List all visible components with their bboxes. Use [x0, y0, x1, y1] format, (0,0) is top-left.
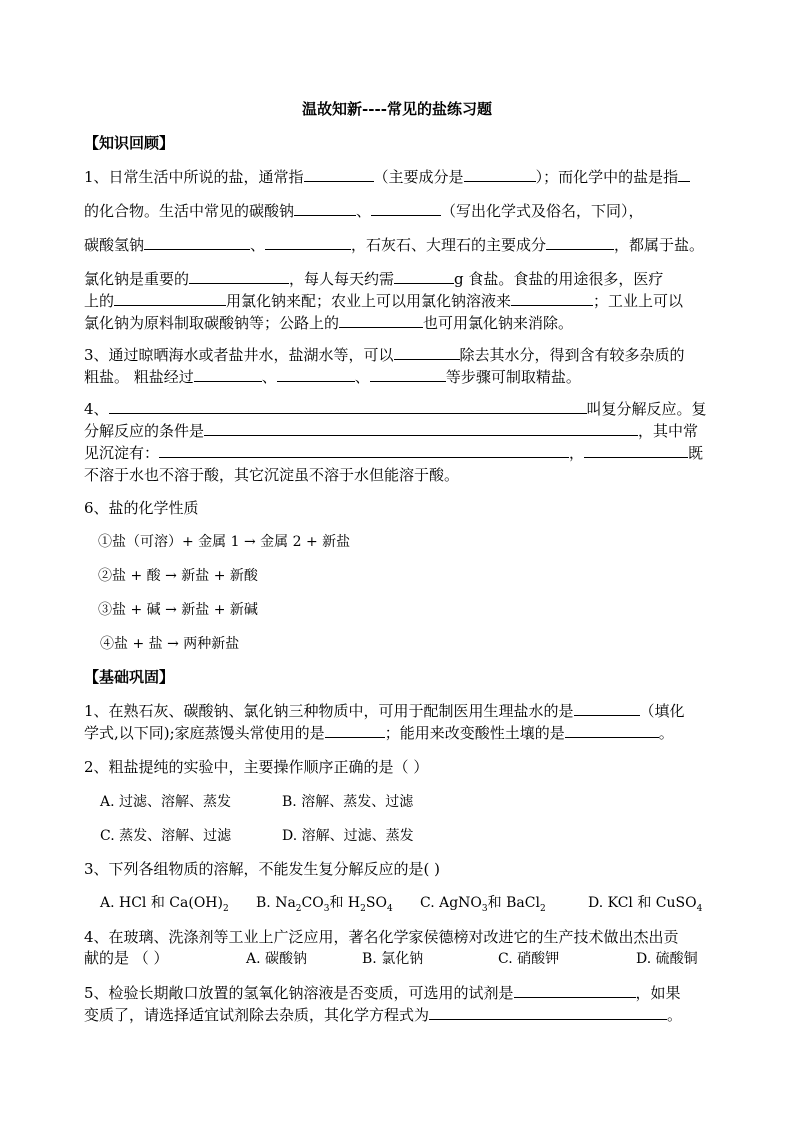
q1-line-3: 碳酸氢钠 、 ，石灰石、大理石的主要成分 ，都属于盐。: [84, 236, 705, 254]
b1-line-2: 学式,以下同);家庭蒸馒头常使用的是 ；能用来改变酸性土壤的是 。: [84, 724, 674, 742]
q1-line-5: 上的 用氯化钠来配；农业上可以用氯化钠溶液来 ；工业上可以: [84, 292, 684, 310]
b5-line-1: 5、检验长期敞口放置的氢氧化钠溶液是否变质，可选用的试剂是 ，如果: [84, 984, 681, 1002]
q6-heading: 6、盐的化学性质: [84, 499, 199, 517]
b4-option-b[interactable]: B. 氯化钠: [362, 951, 424, 967]
blank[interactable]: [194, 366, 262, 382]
blank[interactable]: [339, 312, 423, 328]
blank[interactable]: [265, 234, 351, 250]
b1-line-1: 1、在熟石灰、碳酸钠、氯化钠三种物质中，可用于配制医用生理盐水的是 （填化: [84, 702, 685, 720]
blank[interactable]: [204, 420, 638, 436]
b4-line-1: 4、在玻璃、洗涤剂等工业上广泛应用，著名化学家侯德榜对改进它的生产技术做出杰出贡: [84, 928, 679, 946]
blank[interactable]: [514, 982, 636, 998]
b3-question: 3、下列各组物质的溶解，不能发生复分解反应的是( ): [84, 860, 441, 878]
blank[interactable]: [109, 398, 587, 414]
b2-option-d[interactable]: D. 溶解、过滤、蒸发: [282, 828, 414, 844]
q6-item: ③盐 + 碱 → 新盐 + 新碱: [98, 602, 258, 618]
b3-option-b[interactable]: B. $Na_2CO_3$和 $H_2SO_4$: [256, 895, 393, 914]
q4-line-2: 分解反应的条件是 ，其中常: [84, 422, 699, 440]
b3-option-d[interactable]: D. KCl 和 CuSO$_4$: [588, 895, 703, 914]
blank[interactable]: [511, 290, 593, 306]
blank[interactable]: [565, 722, 659, 738]
b5-line-2: 变质了，请选择适宜试剂除去杂质，其化学方程式为 。: [84, 1006, 683, 1024]
q3-line-2: 粗盐。 粗盐经过 、 、 等步骤可制取精盐。: [84, 368, 581, 386]
blank[interactable]: [159, 442, 569, 458]
blank[interactable]: [277, 366, 355, 382]
blank[interactable]: [371, 200, 441, 216]
blank[interactable]: [394, 268, 454, 284]
q1-line-4: 氯化钠是重要的 ，每人每天约需 g 食盐。食盐的用途很多，医疗: [84, 270, 664, 288]
blank[interactable]: [584, 442, 688, 458]
blank[interactable]: [546, 234, 614, 250]
b4-option-d[interactable]: D. 硫酸铜: [636, 951, 698, 967]
b3-option-c[interactable]: C. AgNO$_3$和 BaCl$_2$: [420, 895, 546, 914]
b2-option-b[interactable]: B. 溶解、蒸发、过滤: [282, 794, 414, 810]
q1-line-2: 的化合物。生活中常见的碳酸钠 、 （写出化学式及俗名，下同），: [84, 202, 644, 220]
section-basic-heading: 【基础巩固】: [84, 668, 175, 686]
b4-option-c[interactable]: C. 硝酸钾: [498, 951, 560, 967]
b2-option-a[interactable]: A. 过滤、溶解、蒸发: [100, 794, 232, 810]
q4-line-4: 不溶于水也不溶于酸，其它沉淀虽不溶于水但能溶于酸。: [84, 466, 460, 484]
page-title: 温故知新----常见的盐练习题: [302, 100, 492, 118]
b2-question: 2、粗盐提纯的实验中，主要操作顺序正确的是（ ）: [84, 758, 429, 776]
blank[interactable]: [464, 166, 536, 182]
b4-option-a[interactable]: A. 碳酸钠: [246, 951, 308, 967]
section-review-heading: 【知识回顾】: [84, 134, 175, 152]
b3-option-a[interactable]: A. HCl 和 $Ca(OH)_2$: [100, 895, 229, 914]
q3-line-1: 3、通过晾晒海水或者盐井水，盐湖水等，可以 除去其水分，得到含有较多杂质的: [84, 346, 685, 364]
q6-item: ④盐 + 盐 → 两种新盐: [100, 636, 240, 652]
b2-option-c[interactable]: C. 蒸发、溶解、过滤: [100, 828, 232, 844]
blank[interactable]: [394, 344, 460, 360]
q6-item: ①盐（可溶）+ 金属 1 → 金属 2 + 新盐: [98, 534, 351, 550]
blank[interactable]: [325, 722, 385, 738]
q4-line-1: 4、 叫复分解反应。复: [84, 400, 707, 418]
blank[interactable]: [114, 290, 226, 306]
blank[interactable]: [574, 700, 640, 716]
q1-line-1: 1、日常生活中所说的盐，通常指 （主要成分是 ）；而化学中的盐是指: [84, 166, 724, 188]
blank[interactable]: [678, 166, 690, 182]
blank[interactable]: [144, 234, 250, 250]
q1-line-6: 氯化钠为原料制取碳酸钠等；公路上的 也可用氯化钠来消除。: [84, 314, 574, 332]
blank[interactable]: [370, 366, 446, 382]
blank[interactable]: [294, 200, 356, 216]
blank[interactable]: [429, 1004, 667, 1020]
q6-item: ②盐 + 酸 → 新盐 + 新酸: [98, 568, 258, 584]
blank[interactable]: [304, 166, 374, 182]
blank[interactable]: [189, 268, 289, 284]
q4-line-3: 见沉淀有： ， 既: [84, 444, 704, 462]
b4-line-2: 献的是 （ ）: [84, 949, 169, 967]
